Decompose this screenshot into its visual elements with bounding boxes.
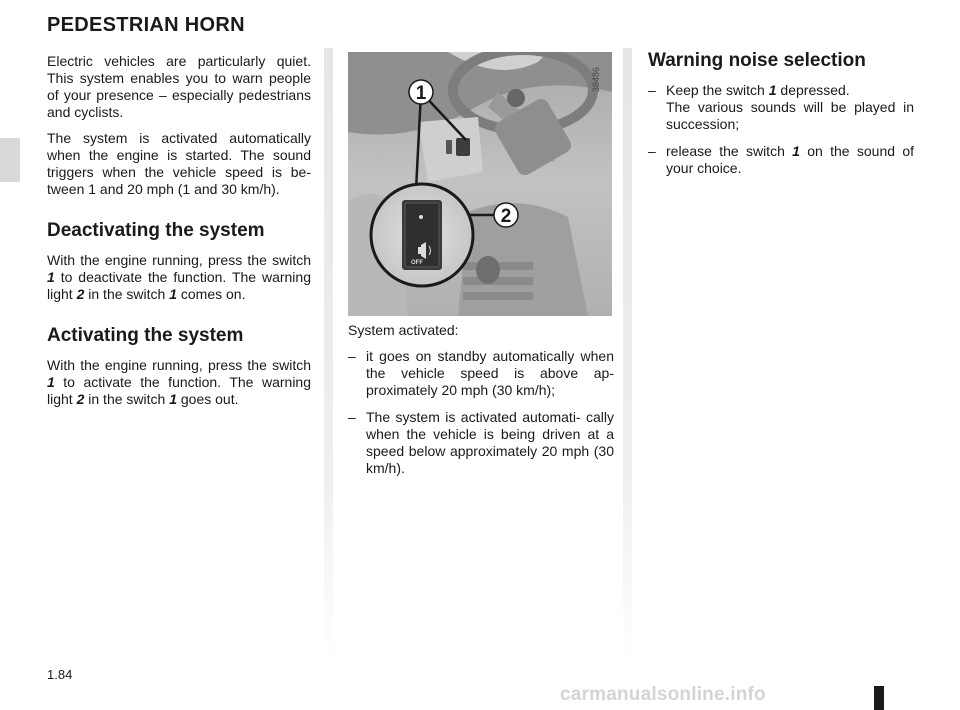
switch-off-label: OFF xyxy=(411,260,423,266)
activate-heading: Activating the system xyxy=(47,325,244,346)
page-marker xyxy=(874,686,884,710)
list-item: – The system is activated automati- cally when the vehicle is being driven at a speed below approximately 20 mph (30 km/h). xyxy=(348,409,614,476)
callout-2: 2 xyxy=(500,206,512,227)
list-item: – Keep the switch 1 depressed. The various sounds will be played in succession; xyxy=(648,82,914,132)
activate-paragraph: With the engine running, press the switch 1 to activate the function. The warning light 2 in the switch 1 goes out. xyxy=(47,357,311,407)
figure-code: 38486 xyxy=(591,66,601,92)
list-item: – it goes on standby automatically when the vehicle speed is above ap- proximately 20 mph (30 km/h); xyxy=(348,348,614,398)
system-activated-label: System activated: xyxy=(348,322,459,338)
column-left xyxy=(47,53,311,417)
column-divider xyxy=(623,48,632,660)
activation-paragraph: The system is activated automatically when the engine is started. The sound triggers when the vehicle speed is be- tween 1 and 20 mph (1 and 30 km/h). xyxy=(47,130,311,197)
column-divider xyxy=(324,48,333,660)
dashboard-switch-illustration xyxy=(348,52,612,316)
list-item: – release the switch 1 on the sound of your choice. xyxy=(648,143,914,176)
section-tab xyxy=(0,138,20,182)
column-middle xyxy=(348,322,614,487)
column-right xyxy=(648,50,914,187)
page-number: 1.84 xyxy=(47,667,73,682)
warning-noise-heading: Warning noise selection xyxy=(648,50,866,71)
deactivate-paragraph: With the engine running, press the switch 1 to deactivate the function. The warning light 2 in the switch 1 comes on. xyxy=(47,252,311,302)
page-title: PEDESTRIAN HORN xyxy=(47,14,245,36)
intro-paragraph: Electric vehicles are particularly quiet. This system enables you to warn people of your presence – especially pedestrians and cyclists. xyxy=(47,53,311,120)
watermark: carmanualsonline.info xyxy=(560,684,766,705)
callout-1: 1 xyxy=(415,83,427,104)
deactivate-heading: Deactivating the system xyxy=(47,220,265,241)
